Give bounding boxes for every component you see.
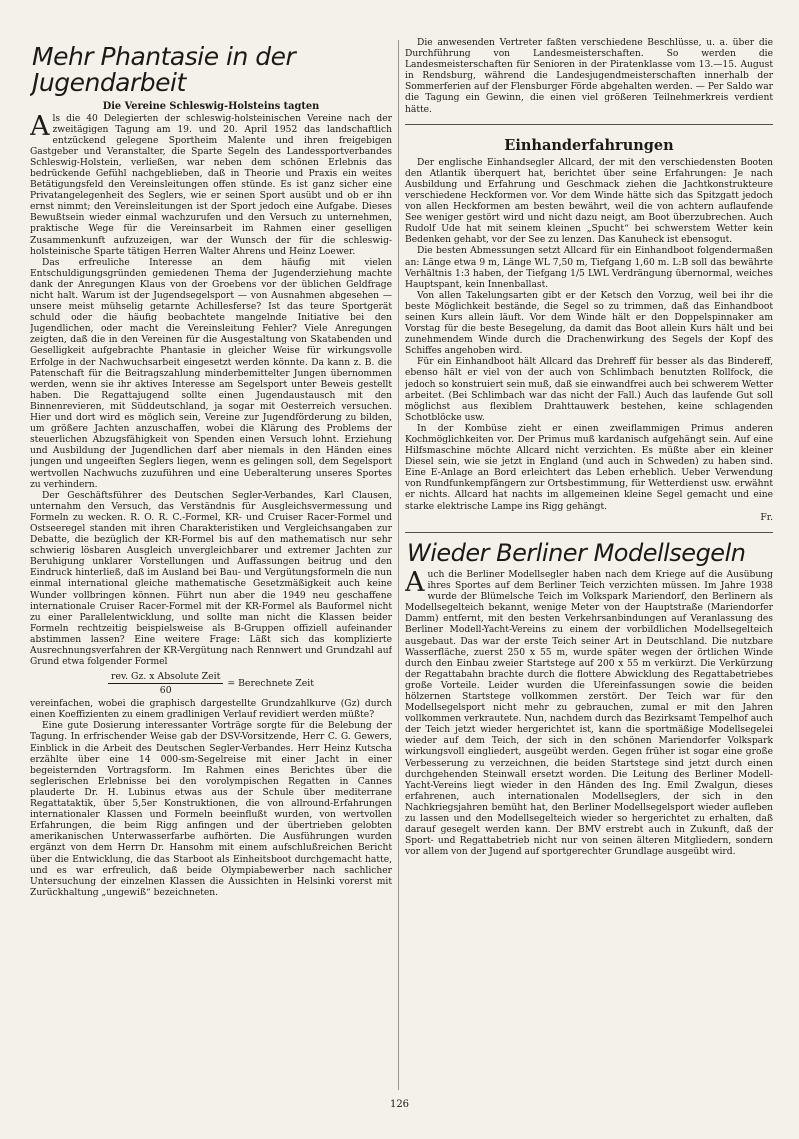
- paragraph: Das erfreuliche Interesse an dem häufig mit vielen Entschuldigungsgründen gemiedenen Thema der Jugenderziehung machte dank der Anregungen Klaus von der Groebens vor der üblichen Geldfrage nicht halt. Warum ist der Jugendsegelsport — von Ausnahmen abgesehen — unsere meist mühselig getarnte Achillesferse? Ist das teure Sportgerät schuld oder die häufig beobachtete mangelnde Initiative bei den Jugendlichen, oder macht die Vereinsleitung Fehler? Viele Anregungen zeigten, daß die in den Vereinen für die Ausgestaltung von Skatabenden und Geselligkeit aufgebrachte Phantasie in gleicher Weise für wirkungsvolle Erfolge in der Nachwuchsarbeit eingesetzt werden könnte. Da kann z. B. die Patenschaft für die Beitragszahlung minderbemittelter Jungen übernommen werden, wenn sie ihr aktives Interesse am Segelsport unter Beweis gestellt haben. Die Regattajugend sollte einen Jugendaustausch mit den Binnenrevieren, mit Süddeutschland, ja sogar mit Oesterreich versuchen. Hier und dort wird es möglich sein, Vereine zur Jugendförderung zu bilden, um größere Jachten anzuschaffen, wobei die Klärung des Problems der steuerlichen Abzugsfähigkeit von Spenden einen Versuch lohnt. Erziehung und Ausbildung der Jugendlichen darf aber niemals in den Händen eines jungen und ungeeiften Seglers liegen, wenn es gelingen soll, dem Segelsport wertvollen Nachwuchs zuzuführen und eine Ueberalterung unseres Sportes zu verhindern.: [30, 257, 392, 490]
- paragraph: Als die 40 Delegierten der schleswig-holsteinischen Vereine nach der zweitägigen Tagung am 19. und 20. April 1952 das landschaftlich entzückend gelegene Sportheim Malente und ihren freigebigen Gastgeber und Veranstalter, die Sparte Segeln des Landessportverbandes Schleswig-Holstein, verließen, war neben dem schönen Erlebnis das bedrückende Gefühl nachgeblieben, daß in Theorie und Praxis ein weites Betätigungsfeld den Vereinsleitungen offen stünde. Es ist ganz sicher eine Privatangelegenheit des Seglers, wie er seinen Sport ausübt und ob er ihn ernst nimmt; den Vereinsleitungen ist der Sport jedoch eine Aufgabe. Dieses Bewußtsein wieder einmal wachzurufen und den Versuch zu unternehmen, praktische Wege für die Vereinsarbeit im Rahmen einer geselligen Zusammenkunft aufzuzeigen, war der Wunsch der für die schleswig-holsteinische Sparte tätigen Herren Walter Ahrens und Heinz Loewer.: [30, 110, 392, 257]
- paragraph: In der Kombüse zieht er einen zweiflammigen Primus anderen Kochmöglichkeiten vor. Der Primus muß kardanisch aufgehängt sein. Auf eine Hilfsmaschine möchte Allcard nicht verzichten. Es müßte aber ein kleiner Diesel sein, wie sie jetzt in England (und auch in Schweden) zu haben sind. Eine E-Anlage an Bord erleichtert das Leben erheblich. Ueber Verwendung von Rundfunkempfängern zur Ortsbestimmung, für Wetterdienst usw. erwähnt er nichts. Allcard hat nachts im allgemeinen kleine Segel gemacht und eine starke elektrische Lampe ins Rigg gehängt. Fr.: [405, 423, 773, 523]
- article-body-modellsegeln: [405, 566, 773, 858]
- right-column: [405, 38, 773, 1088]
- paragraph: Der Geschäftsführer des Deutschen Segler-Verbandes, Karl Clausen, unternahm den Versuch, das Verständnis für Ausgleichsvermessung und Formeln zu wecken. R. O. R. C.-Formel, KR- und Cruiser Racer-Formel und Ostseeregel standen mit ihren Charakteristiken und Vergleichsangaben zur Debatte, die bezüglich der KR-Formel bis auf den mathematisch nur sehr schwierig lösbaren Ausgleich unvergleichbarer und extremer Jachten zur Beruhigung unklarer Vorstellungen und Auffassungen beitrug und den Eindruck hinterließ, daß im Ausland bei Bau- und Vergütungsformeln die nun einmal international gleiche mathematische Gesetzmäßigkeit auch keine Wunder vollbringen können. Führt nun aber die 1949 neu geschaffene internationale Cruiser Racer-Formel mit der KR-Formel als Bauformel nicht zu einer Parallelentwicklung, und sollte man nicht die Klassen beider Formeln rechtzeitig beispielsweise als B-Gruppen offiziell aufeinander abstimmen lassen? Eine weitere Frage: Läßt sich das komplizierte Ausrechnungsverfahren der KR-Vergütung nach Rennwert und Grundzahl auf Grund etwa folgender Formel: [30, 490, 392, 668]
- article-title-modellsegeln: Wieder Berliner Modellsegeln: [407, 538, 746, 567]
- column-divider: [398, 40, 399, 1090]
- article-subtitle: Die Vereine Schleswig-Holsteins tagten: [102, 100, 320, 112]
- article-title-einhand: Einhanderfahrungen: [504, 136, 674, 154]
- paragraph: Die besten Abmessungen setzt Allcard für ein Einhandboot folgendermaßen an: Länge etwa 9 m, Länge WL 7,50 m, Tiefgang 1,60 m. L:B soll das bewährte Verhältnis 1:3 haben, der Tiefgang 1/5 LWL Verdrängung übernormal, weiches Hauptspant, kein Innenballast.: [405, 246, 773, 290]
- author-signature: Fr.: [760, 512, 773, 523]
- left-column: [30, 38, 392, 1088]
- drop-cap: A: [30, 110, 50, 142]
- page-number: 126: [389, 1099, 410, 1110]
- paragraph-continued: Die anwesenden Vertreter faßten verschiedene Beschlüsse, u. a. über die Durchführung von Landesmeisterschaften. So werden die Landesmeisterschaften für Senioren in der Piratenklasse vom 13.—15. August in Rendsburg, während die Landesjugendmeisterschaften innerhalb der Sommerferien auf der Flensburger Förde abgehalten werden. — Per Saldo war die Tagung ein Gewinn, die einen viel größeren Teilnehmerkreis verdient hätte.: [405, 38, 773, 115]
- article-body-jugendarbeit: [30, 110, 392, 899]
- formula-denominator: 60: [159, 685, 172, 697]
- drop-cap: A: [405, 566, 425, 598]
- formula: [30, 671, 392, 696]
- paragraph: Von allen Takelungsarten gibt er der Ketsch den Vorzug, weil bei ihr die beste Möglichkeit bestände, die Segel so zu trimmen, daß das Einhandboot seinen Kurs allein läuft. Vor dem Winde hält er den Doppelspinnaker am Vorstag für die beste Besegelung, da damit das Boot allein Kurs hält und bei zunehmendem Winde durch die Drachenwirkung des Segels der Kopf des Schiffes angehoben wird.: [405, 290, 773, 357]
- formula-numerator: rev. Gz. x Absolute Zeit: [108, 671, 223, 684]
- paragraph: vereinfachen, wobei die graphisch dargestellte Grundzahlkurve (Gz) durch einen Koeffizienten zu einem gradlinigen Verlauf revidiert werden müßte?: [30, 699, 392, 721]
- formula-fraction: [108, 671, 223, 696]
- article-title-jugendarbeit: Mehr Phantasie in der Jugendarbeit: [32, 42, 296, 98]
- formula-result: = Berechnete Zeit: [227, 678, 314, 690]
- paragraph: Auch die Berliner Modellsegler haben nach dem Kriege auf die Ausübung ihres Sportes auf dem Berliner Teich verzichten müssen. Im Jahre 1938 wurde der Blümelsche Teich im Volkspark Mariendorf, den Berlinern als Modellsegelteich bekannt, wenige Meter von der Hauptstraße (Mariendorfer Damm) entfernt, mit den besten Verkehrsanbindungen auf Veranlassung des Berliner Modell-Yacht-Vereins zu einem der vorbildlichen Modellsegelteich ausgebaut. Das war der erste Teich seiner Art in Deutschland. Die nutzbare Wasserfläche, zuerst 250 x 55 m, wurde später wegen der örtlichen Winde durch den Einbau zweier Startstege auf 200 x 55 m verkürzt. Die Verkürzung der Regattabahn brachte durch die flottere Abwicklung des Regattabetriebes große Vorteile. Leider wurden die Ufereinfassungen sowie die beiden hölzernen Startstege vollkommen zerstört. Der Teich war für den Modellsegelsport nicht mehr zu gebrauchen, zumal er mit den Jahren vollkommen verkrautete. Nun, nachdem durch das Bezirksamt Tempelhof auch der Teich jetzt wieder hergerichtet ist, kann die sportmäßige Modellsegelei wieder auf dem Teich, der sich in den schönen Mariendorfer Volkspark wirkungsvoll eingliedert, ausgeübt werden. Gegen früher ist sogar eine große Verbesserung zu verzeichnen, die beiden Startstege sind jetzt durch einen durchgehenden Steinwall ersetzt worden. Die Leitung des Berliner Modell-Yacht-Vereins liegt wieder in den Händen des Ing. Emil Zwalgun, dieses erfahrenen, auch internationalen Modellseglers, der sich in den Nachkriegsjahren bemüht hat, den Berliner Modellsegelsport wieder aufleben zu lassen und den Modellsegelteich wieder so hergerichtet zu erhalten, daß darauf gesegelt werden kann. Der BMV erstrebt auch in Zukunft, daß der Sport- und Regattabetrieb nicht nur von seinen älteren Mitgliedern, sondern vor allem von der Jugend auf sportgerechter Grundlage ausgeübt wird.: [405, 566, 773, 858]
- article-body-einhand: [405, 158, 773, 524]
- paragraph: Eine gute Dosierung interessanter Vorträge sorgte für die Belebung der Tagung. In erfrischender Weise gab der DSV-Vorsitzende, Herr C. G. Gewers, Einblick in die Arbeit des Deutschen Segler-Verbandes. Herr Heinz Kutscha erzählte über eine 14 000-sm-Segelreise mit einer Jacht in einer begeisternden Vortragsform. Im Rahmen eines Berichtes über die seglerischen Erlebnisse bei den vorolympischen Regatten in Cannes plauderte Dr. H. Lubinus etwas aus der Schule über mediterrane Regattataktik, über 5,5er Konstruktionen, die von allround-Erfahrungen internationaler Klassen und Formeln beeinflußt wurden, von wertvollen Erfahrungen, die beim Rigg anfingen und der übertrieben gelobten amerikanischen Unterwasserfarbe aufhörten. Die Ausführungen wurden ergänzt von dem Herrn Dr. Hansohm mit einem aufschlußreichen Bericht über die Entwicklung, die das Starboot als Einheitsboot durchgemacht hatte, und es war erfreulich, daß beide Olympiabewerber nach sachlicher Untersuchung der einzelnen Klassen die Aussichten in Helsinki vorerst mit Zurückhaltung „ungewiß“ bezeichneten.: [30, 721, 392, 898]
- section-divider: [405, 124, 773, 125]
- paragraph: Für ein Einhandboot hält Allcard das Drehreff für besser als das Bindereff, ebenso hält er viel von der auch von Schlimbach benutzten Rollfock, die jedoch so konstruiert sein muß, daß sie einwandfrei auch bei schwerem Wetter arbeitet. (Bei Schlimbach war das nicht der Fall.) Auch das laufende Gut soll möglichst aus flexiblem Drahttauwerk bestehen, keine schlagenden Schotblöcke usw.: [405, 357, 773, 423]
- paragraph: Der englische Einhandsegler Allcard, der mit den verschiedensten Booten den Atlantik überquert hat, berichtet über seine Erfahrungen: Je nach Ausbildung und Erfahrung und Geschmack ziehen die Jachtkonstrukteure verschiedene Heckformen vor. Vor dem Winde hätte sich das Spitzgatt jedoch von allen Heckformen am besten bewährt, weil die von achtern auflaufende See weniger gestört wird und nicht dazu neigt, am Boot überzubrechen. Auch Rudolf Ude hat mit seinem kleinen „Spucht“ bei schwerstem Wetter kein Bedenken gehabt, vor der See zu lenzen. Das Kanuheck ist ebensogut.: [405, 157, 773, 246]
